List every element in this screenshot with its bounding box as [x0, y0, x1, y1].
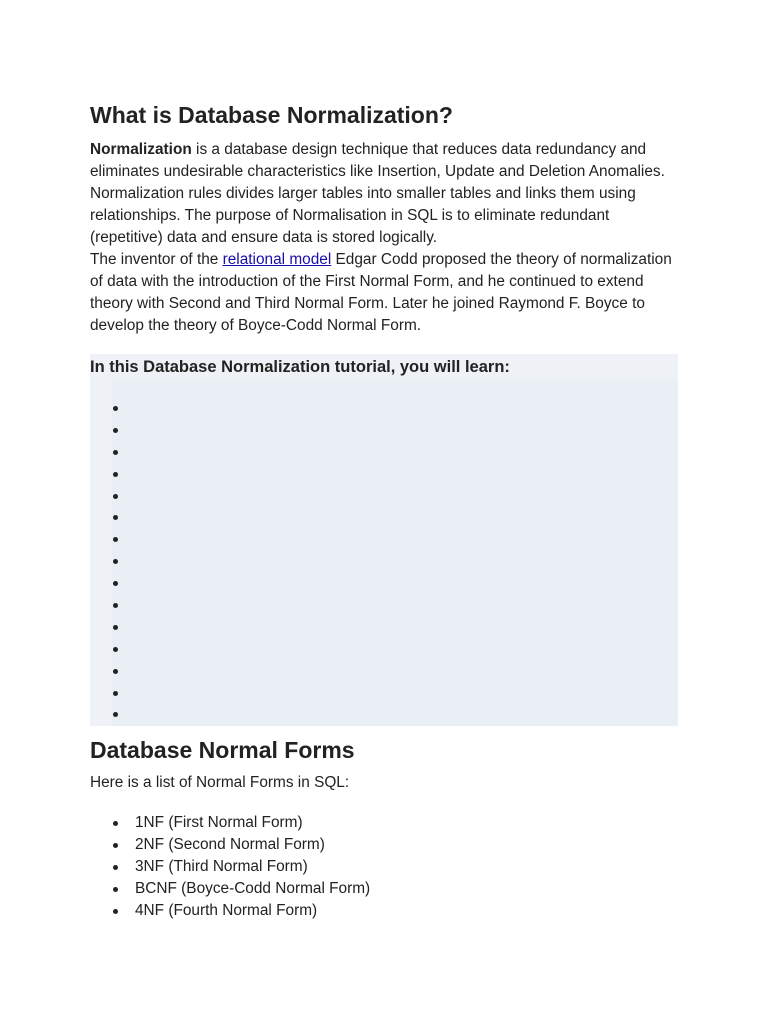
normal-forms-lead: Here is a list of Normal Forms in SQL: [90, 774, 350, 791]
toc-list-item [90, 529, 110, 551]
toc-list-item [90, 464, 110, 486]
normal-form-item: 3NF (Third Normal Form) [90, 856, 370, 878]
toc-list-item [90, 639, 110, 661]
toc-heading: In this Database Normalization tutorial, you will learn: [90, 358, 510, 376]
toc-inner-panel [112, 379, 678, 726]
intro-paragraph-1-text: is a database design technique that reduces data redundancy and eliminates undesirable characteristics like Insertion, Update and Deletion Anomalies. Normalization rules divides larger tables into smaller tables and links them using relationships. The purpose of Normalisation in SQL is to eliminate redundant (repetitive) data and ensure data is stored logically. [90, 141, 665, 246]
toc-list-item [90, 704, 110, 726]
toc-list-item [90, 683, 110, 705]
intro-paragraph-1 [90, 139, 678, 249]
toc-list-item [90, 573, 110, 595]
page-title: What is Database Normalization? [90, 102, 453, 128]
toc-list-item [90, 595, 110, 617]
tutorial-toc-box [90, 354, 678, 726]
toc-list-item [90, 551, 110, 573]
toc-list-item [90, 617, 110, 639]
normal-forms-heading: Database Normal Forms [90, 737, 355, 763]
normal-form-item: 2NF (Second Normal Form) [90, 834, 370, 856]
normal-form-item: 4NF (Fourth Normal Form) [90, 900, 370, 922]
normal-form-item: 1NF (First Normal Form) [90, 812, 370, 834]
toc-list-item [90, 420, 110, 442]
intro-paragraph-2-lead: The inventor of the [90, 251, 223, 268]
intro-text [90, 139, 678, 337]
toc-list-item [90, 661, 110, 683]
toc-list-item [90, 398, 110, 420]
toc-list-item [90, 486, 110, 508]
bold-term: Normalization [90, 141, 192, 158]
intro-paragraph-2 [90, 249, 678, 337]
intro-paragraph-2-text: Edgar Codd proposed the theory of normalization of data with the introduction of the First Normal Form, and he continued to extend theory with Second and Third Normal Form. Later he joined Raymond F. Boyce to develop the theory of Boyce-Codd Normal Form. [90, 251, 672, 334]
normal-form-item: BCNF (Boyce-Codd Normal Form) [90, 878, 370, 900]
normal-forms-list [90, 812, 370, 922]
relational-model-link[interactable]: relational model [222, 251, 332, 268]
toc-list [90, 398, 110, 726]
toc-list-item [90, 442, 110, 464]
toc-list-item [90, 507, 110, 529]
